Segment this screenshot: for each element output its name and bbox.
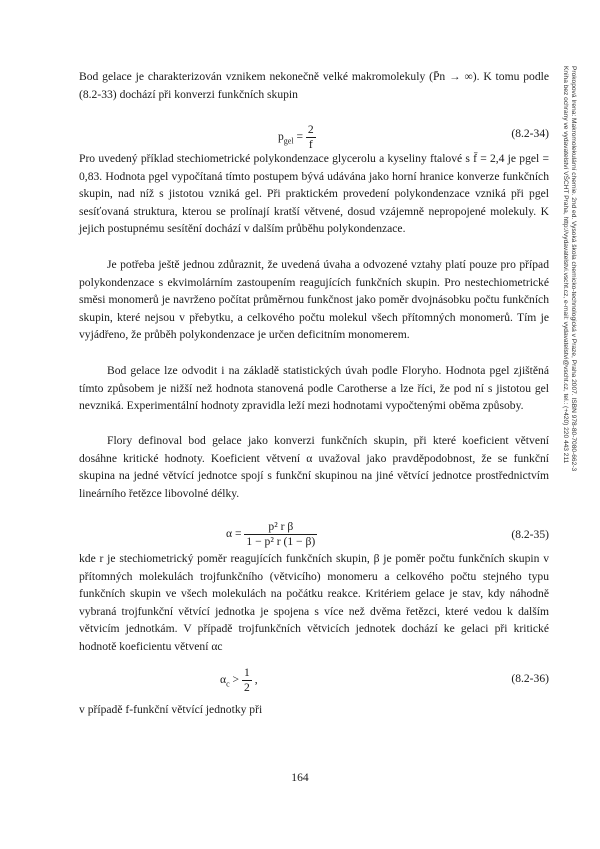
paragraph-1: Bod gelace je charakterizován vznikem nekonečně velké makromolekuly (P̄n → ∞). K tomu podle (8.2-33) dochází při konverzi funkčních skupin xyxy=(79,70,549,101)
equation-8-2-35 xyxy=(79,514,549,548)
eq1-numerator: 2 xyxy=(307,123,314,136)
eq3-lhs: α xyxy=(220,673,227,687)
paragraph-7: v případě f-funkční větvící jednotky při xyxy=(79,703,263,716)
paragraph-5: Flory definoval bod gelace jako konverzi funkčních skupin, při které koeficient větvení dosáhne kritické hodnoty. Koeficient větvení α uvažoval jako pravděpodobnost, že se funkční skupina na jedné větvící jednotce spojí s funkční skupinou na jiné větvící jednotce prostřednictvím lineárního řetězce libovolné délky. xyxy=(79,434,549,500)
eq2-numerator: p² r β xyxy=(244,520,317,535)
eq2-lhs: α = xyxy=(226,527,242,541)
equation-number: (8.2-36) xyxy=(511,672,549,685)
eq3-comma: , xyxy=(254,673,258,687)
eq3-numerator: 1 xyxy=(244,666,250,679)
eq1-lhs: p xyxy=(278,130,284,144)
equation-8-2-36 xyxy=(79,662,549,694)
eq3-denominator: 2 xyxy=(244,681,250,694)
eq2-denominator: 1 − p² r (1 − β) xyxy=(246,535,316,548)
equation-8-2-34: $p_{gel}$ = $\frac{2}{f}$ (8.2-34) xyxy=(278,123,549,151)
paragraph-2: Pro uvedený příklad stechiometrické polykondenzace glycerolu a kyseliny ftalové s f̄ = 2,4 je pgel = 0,83. Hodnota pgel vypočítaná tímto postupem bývá udávána jako horní hranice konverze funkčních skupin, nad níž s jistotou vzniká gel. Při praktickém provedení polykondenzace vzniká při pgel sesíťovaná struktura, kterou se prolínají kratší větvené, dosud vzájemně nepropojené molekuly. K jejich postupnému sesítění dochází v dalším průběhu polykondenzace. xyxy=(79,152,549,236)
paragraph-3: Je potřeba ještě jednou zdůraznit, že uvedená úvaha a odvozené vztahy platí pouze pro případ polykondenzace s ekvimolárním zastoupením reagujících funkčních skupin. Pro nestechiometrické směsi monomerů je navrženo počítat průměrnou funkčnost jako poměr dvojnásobku počtu funkčních skupin, které nejsou v přebytku, a celkového počtu molekul všech přítomných monomerů. Tím je vyjádřeno, že průběh polykondenzace je určen deficitním monomerem. xyxy=(79,258,549,342)
paragraph-6: kde r je stechiometrický poměr reagujících funkčních skupin, β je poměr počtu funkčních skupin v přítomných molekulách trojfunkčního (větvicího) monomeru a celkového počtu stejného typu funkčních skupin ve všech molekulách na počátku reakce. Kritériem gelace je stav, kdy náhodně vybraná trojfunkční větvící jednotka je spojena s více než dvěma řetězci, které vedou k dalším větvicím jednotkám. V případě trojfunkčních větvicích jednotek dochází ke gelaci při kritické hodnotě koeficientu větvení αc xyxy=(79,552,549,653)
equation-number: (8.2-34) xyxy=(511,127,549,140)
eq3-relation: > xyxy=(232,673,240,687)
eq3-sub: c xyxy=(226,679,230,689)
side-note-line-2: Kniha bez ochrany ve vydavatelství VŠCHT Praha, http://vydavatelstvi.vscht.cz, e-mail: vydavatelstvi@vscht.cz, tel.: (+420) 220 443 211 xyxy=(562,66,569,464)
paragraph-4: Bod gelace lze odvodit i na základě statistických úvah podle Floryho. Hodnota pgel zjištěná tímto způsobem je nižší než hodnota stanovená podle Carotherse a lze říci, že pod ní s jistotou gel nevzniká. Experimentální hodnoty zpravidla leží mezi hodnotami vypočtenými oběma způsoby. xyxy=(79,364,549,413)
side-note xyxy=(562,66,577,706)
page-number: 164 xyxy=(291,771,309,784)
eq1-sub: gel xyxy=(283,136,294,146)
eq1-denominator: f xyxy=(308,138,313,151)
equation-number: (8.2-35) xyxy=(511,528,549,541)
side-note-line-1: Prokopová Irena: Makromolekulární chemie. 2nd ed. Vysoká škola chemicko-technologická v Praze, Praha 2007. ISBN 978-80-7080-662-3 xyxy=(570,66,577,472)
